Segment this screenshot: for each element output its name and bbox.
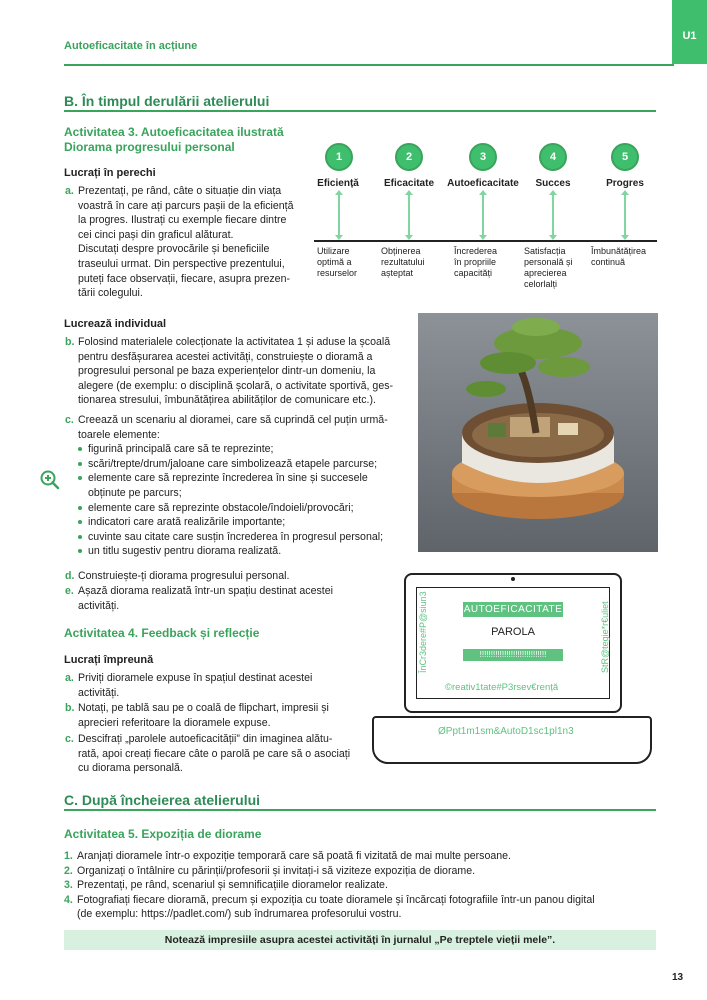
act3-item-b: [65, 335, 408, 408]
bonsai-diorama-image: [418, 313, 658, 552]
step-2-description: [381, 246, 445, 279]
text-line: cu diorama personală.: [78, 762, 183, 775]
together-heading: Lucrați împreună: [64, 654, 154, 666]
text-line: Priviți dioramele expuse în spațiul destinat acestei: [78, 672, 313, 684]
text-line: activități.: [78, 599, 120, 612]
password-banner: AUTOEFICACITATE: [463, 604, 563, 615]
desc-line: Satisfacția: [524, 246, 566, 256]
act3-item-c: [65, 413, 408, 559]
desc-line: așteptat: [381, 268, 414, 278]
text-line: rată, apoi creați fiecare câte o parolă pe care să o asociați: [78, 747, 351, 760]
item-text: Aranjați dioramele într-o expoziție temporară care să poată fi vizitată de mai multe persoane.: [77, 850, 511, 862]
step-1-label: Eficiență: [317, 178, 359, 189]
activity-4-title: Activitatea 4. Feedback și reflecție: [64, 626, 260, 640]
text-line: pentru desfășurarea acestei activități, construiește o dioramă a: [78, 350, 373, 363]
text-line: alegere (de exemplu: o disciplină școlară, o activitate sportivă, ges-: [78, 379, 394, 392]
running-header: Autoeficacitate în acțiune: [64, 40, 198, 52]
text-line: voastră în care ați parcurs pașii de la eficiență: [78, 199, 294, 212]
laptop-illustration: [404, 573, 622, 713]
bullet-item: scări/trepte/drum/jaloane care simbolizează etapele parcurse;: [78, 457, 408, 472]
step-4-arrow: [552, 194, 554, 236]
text-line: toarele elemente:: [78, 428, 160, 441]
text-line: Construiește-ți diorama progresului personal.: [78, 570, 290, 582]
act4-item-b: [65, 701, 356, 730]
text-line: activități.: [78, 686, 120, 699]
act5-list: [64, 849, 664, 922]
text-line: aprecieri referitoare la dioramele expuse.: [78, 716, 271, 729]
text-line: Folosind materialele colecționate la activitatea 1 și aduse la școală: [78, 336, 391, 348]
bullet-item: indicatori care arată realizările importante;: [78, 515, 408, 530]
list-item: [64, 849, 664, 864]
step-1-arrow: [338, 194, 340, 236]
step-5-arrow: [624, 194, 626, 236]
list-item-continuation: (de exemplu: https://padlet.com/) sub îndrumarea profesorului vostru.: [77, 908, 402, 921]
item-number: 3.: [64, 879, 73, 892]
text-line: Așază diorama realizată într-un spațiu destinat acestei: [78, 585, 333, 597]
step-4-label: Succes: [535, 178, 571, 189]
laptop-keyboard: [372, 716, 652, 764]
step-2-label: Eficacitate: [383, 178, 435, 189]
desc-line: rezultatului: [381, 257, 425, 267]
list-item: [64, 893, 664, 908]
desc-line: aprecierea: [524, 268, 567, 278]
desc-line: personală și: [524, 257, 573, 267]
desc-line: resurselor: [317, 268, 358, 278]
text-line: progresului personal pe baza experiențelor dintr-un domeniu, la: [78, 365, 376, 378]
activity-5-title: Activitatea 5. Expoziția de diorame: [64, 827, 262, 841]
activity-3-title: Activitatea 3. Autoeficacitatea ilustrată: [64, 125, 284, 139]
text-line: traseului urmat. Din perspective prezentului,: [78, 257, 285, 270]
desc-line: în propriile: [454, 257, 497, 267]
item-number: 2.: [64, 864, 73, 877]
item-text: Organizați o întâlnire cu părinții/profesorii și invitați-i să viziteze expoziția de diorame.: [77, 864, 476, 877]
bullet-item: cuvinte sau citate care susțin încrederea în progresul personal;: [78, 530, 408, 545]
text-line: cei cinci pași din graficul alăturat.: [78, 228, 234, 241]
step-5-label: Progres: [606, 178, 644, 189]
bullet-item: figurină principală care să te reprezinte;: [78, 442, 408, 457]
list-item: [64, 864, 664, 879]
journal-note: Notează impresiile asupra acestei activități în jurnalul „Pe treptele vieții mele”.: [64, 930, 656, 950]
list-item: [64, 878, 664, 893]
desc-line: optimă a: [317, 257, 352, 267]
desc-line: celorlalți: [524, 279, 558, 289]
desc-line: Îmbunătățirea: [591, 246, 647, 256]
item-letter: e.: [65, 585, 74, 597]
section-b-divider: [64, 110, 656, 112]
text-line: tionarea stresului, îmbunătățirea abilităților de comunicare etc.).: [78, 394, 376, 407]
step-3-arrow: [482, 194, 484, 236]
text-line: Discutați despre provocările și beneficiile: [78, 243, 270, 256]
step-2-arrow: [408, 194, 410, 236]
item-letter: c.: [65, 414, 74, 426]
item-text: Prezentați, pe rând, scenariul și semnificațiile dioramelor realizate.: [77, 879, 388, 892]
step-4-circle: 4: [539, 143, 567, 171]
desc-line: Utilizare: [317, 246, 350, 256]
step-5-circle: 5: [611, 143, 639, 171]
step-4-description: [524, 246, 588, 290]
text-line: Descifrați „parolele autoeficacității” din imaginea alătu-: [78, 733, 333, 745]
desc-line: Obținerea: [381, 246, 421, 256]
password-label: PAROLA: [491, 626, 535, 638]
activity-3-subtitle: Diorama progresului personal: [64, 140, 235, 154]
step-3-description: [454, 246, 518, 279]
timeline-axis: [314, 240, 657, 242]
item-letter: b.: [65, 336, 75, 348]
text-line: Creează un scenariu al dioramei, care să cuprindă cel puțin urmă-: [78, 414, 388, 426]
password-field: !!!!!!!!!!!!!!!!!!!!!!!!!!!!!!: [463, 649, 563, 661]
bullet-item: elemente care să reprezinte obstacole/îndoieli/provocări;: [78, 501, 408, 516]
text-line: tării colegului.: [78, 287, 143, 300]
item-text: Fotografiați fiecare dioramă, precum și expoziția cu toate dioramele și încărcați fotografiile într-un panou digital: [77, 893, 595, 906]
item-letter: b.: [65, 702, 75, 714]
text-line: Notați, pe tablă sau pe o coală de flipchart, impresii și: [78, 702, 329, 714]
unit-tab: U1: [672, 0, 707, 64]
laptop-display: [416, 587, 610, 699]
header-divider: [64, 64, 674, 66]
bullet-continuation: obținute pe parcurs;: [88, 486, 182, 499]
desc-line: capacități: [454, 268, 493, 278]
act3-item-a: [65, 184, 303, 301]
step-3-circle: 3: [469, 143, 497, 171]
act3-item-e: [65, 584, 378, 613]
item-letter: c.: [65, 733, 74, 745]
act4-item-a: [65, 671, 356, 700]
item-letter: d.: [65, 570, 75, 582]
step-3-label: Autoeficacitate: [447, 178, 519, 189]
step-5-description: [591, 246, 655, 268]
bullet-item: un titlu sugestiv pentru diorama realizată.: [78, 544, 408, 559]
page-number: 13: [672, 972, 684, 983]
item-letter: a.: [65, 672, 74, 684]
password-left: ÎnCr3dere#P@siun3: [418, 591, 428, 673]
webcam-dot: [511, 577, 515, 581]
act3-item-d: [65, 569, 378, 584]
step-1-description: [317, 246, 381, 279]
individual-heading: Lucrează individual: [64, 318, 167, 330]
password-bottom: ©reativ1tate#P3rsev€rență: [445, 682, 559, 693]
section-c-divider: [64, 809, 656, 811]
desc-line: Încrederea: [454, 246, 498, 256]
zoom-in-icon[interactable]: [40, 470, 60, 490]
step-2-circle: 2: [395, 143, 423, 171]
diorama-photo: [418, 313, 658, 552]
item-letter: a.: [65, 185, 74, 197]
text-line: puteți face observații, fiecare, asupra prezen-: [78, 272, 290, 285]
pairs-heading: Lucrați în perechi: [64, 167, 156, 179]
text-line: Prezentați, pe rând, câte o situație din viața: [78, 185, 282, 197]
bullet-item: elemente care să reprezinte încrederea în sine și succesele: [78, 471, 408, 486]
password-right: StR@tegie*r€uliet: [600, 601, 610, 673]
item-number: 4.: [64, 893, 73, 906]
section-c-title: C. După încheierea atelierului: [64, 792, 261, 808]
section-b-title: B. În timpul derulării atelierului: [64, 93, 270, 109]
step-1-circle: 1: [325, 143, 353, 171]
password-keyboard: ØPpt1m1sm&AutoD1sc1pl1n3: [438, 726, 574, 737]
item-number: 1.: [64, 850, 73, 862]
desc-line: continuă: [591, 257, 626, 267]
act4-item-c: [65, 732, 356, 776]
text-line: la progres. Ilustrați cu exemple fiecare dintre: [78, 214, 287, 227]
